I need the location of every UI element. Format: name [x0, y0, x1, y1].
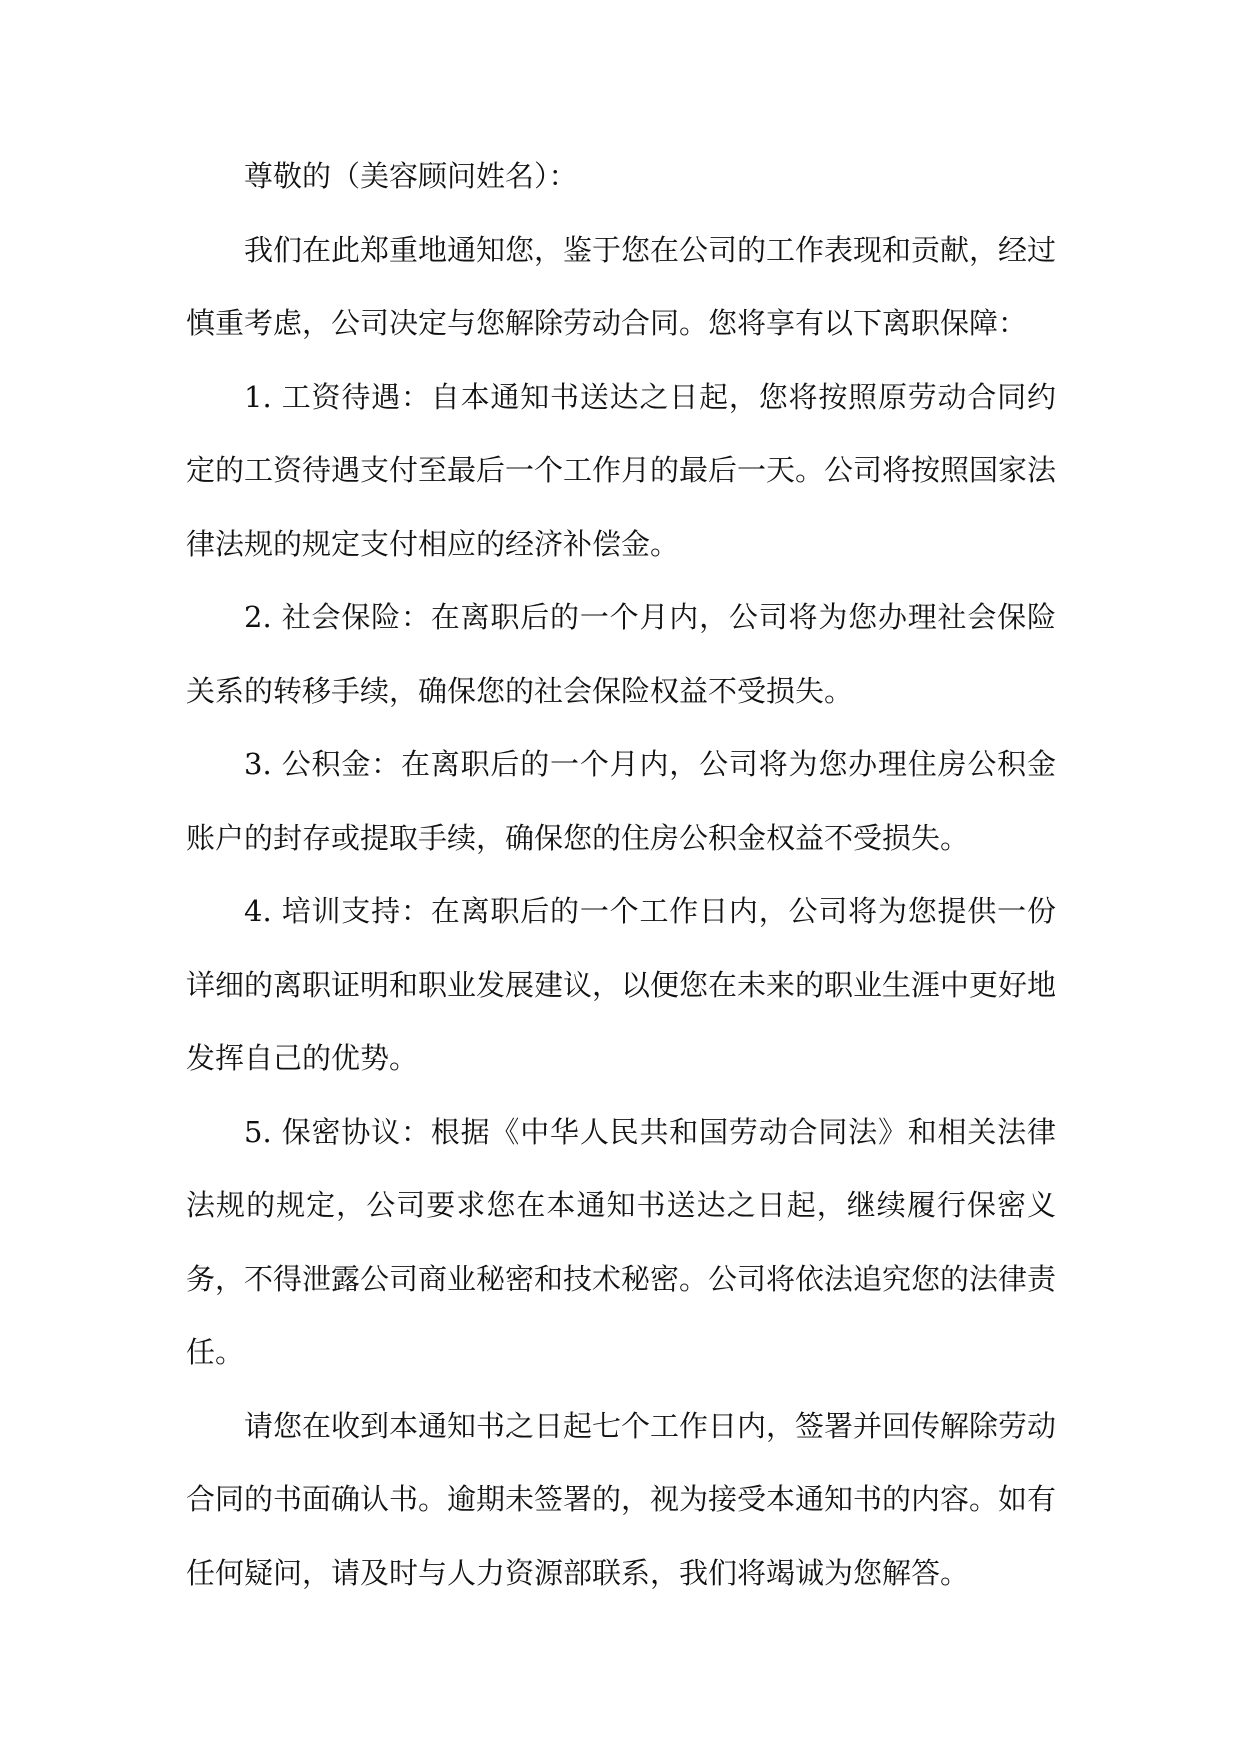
- salutation: 尊敬的（美容顾问姓名）：: [244, 159, 578, 193]
- item-training-support-paragraph: 4. 培训支持：在离职后的一个工作日内，公司将为您提供一份详细的离职证明和职业发展建议，以便您在未来的职业生涯中更好地发挥自己的优势。: [186, 894, 1057, 1075]
- item-social-insurance-paragraph: 2. 社会保险：在离职后的一个月内，公司将为您办理社会保险关系的转移手续，确保您的社会保险权益不受损失。: [186, 600, 1056, 708]
- closing-paragraph: 请您在收到本通知书之日起七个工作日内，签署并回传解除劳动合同的书面确认书。逾期未签署的，视为接受本通知书的内容。如有任何疑问，请及时与人力资源部联系，我们将竭诚为您解答。: [186, 1408, 1057, 1590]
- item-salary-paragraph: 1. 工资待遇：自本通知书送达之日起，您将按照原劳动合同约定的工资待遇支付至最后一个工作月的最后一天。公司将按照国家法律法规的规定支付相应的经济补偿金。: [186, 379, 1057, 561]
- item-confidentiality-paragraph: 5. 保密协议：根据《中华人民共和国劳动合同法》和相关法律法规的规定，公司要求您在本通知书送达之日起，继续履行保密义务，不得泄露公司商业秘密和技术秘密。公司将依法追究您的法律责任。: [186, 1114, 1057, 1369]
- letter-body: [186, 140, 1056, 1610]
- intro-paragraph: 我们在此郑重地通知您，鉴于您在公司的工作表现和贡献，经过慎重考虑，公司决定与您解除劳动合同。您将享有以下离职保障：: [186, 232, 1057, 340]
- item-housing-fund-paragraph: 3. 公积金：在离职后的一个月内，公司将为您办理住房公积金账户的封存或提取手续，确保您的住房公积金权益不受损失。: [186, 747, 1056, 855]
